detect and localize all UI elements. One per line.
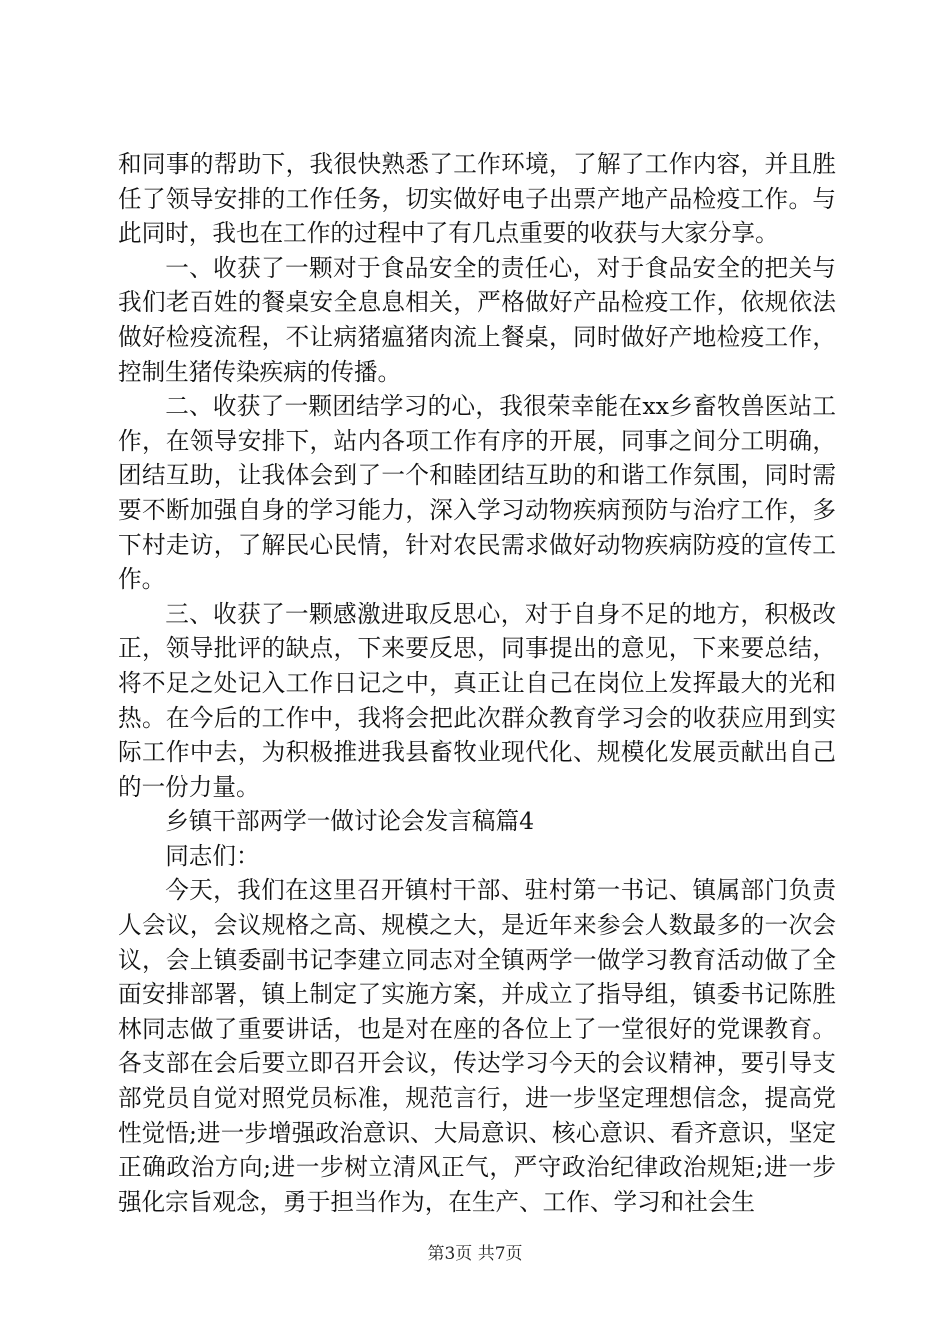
paragraph-continuation: 和同事的帮助下，我很快熟悉了工作环境，了解了工作内容，并且胜任了领导安排的工作任务，切实做好电子出票产地产品检疫工作。与此同时，我也在工作的过程中了有几点重要的收获与大家分享。 [118,150,836,248]
paragraph-point-two: 二、收获了一颗团结学习的心，我很荣幸能在xx乡畜牧兽医站工作，在领导安排下，站内各项工作有序的开展，同事之间分工明确，团结互助，让我体会到了一个和睦团结互助的和谐工作氛围，同时需要不断加强自身的学习能力，深入学习动物疾病预防与治疗工作，多下村走访，了解民心民情，针对农民需求做好动物疾病防疫的宣传工作。 [118,392,836,594]
salutation: 同志们： [165,841,260,870]
paragraph-point-one: 一、收获了一颗对于食品安全的责任心，对于食品安全的把关与我们老百姓的餐桌安全息息相关，严格做好产品检疫工作，依规依法做好检疫流程，不让病猪瘟猪肉流上餐桌，同时做好产地检疫工作，控制生猪传染疾病的传播。 [118,253,836,386]
paragraph-speech-body: 今天，我们在这里召开镇村干部、驻村第一书记、镇属部门负责人会议，会议规格之高、规模之大，是近年来参会人数最多的一次会议，会上镇委副书记李建立同志对全镇两学一做学习教育活动做了全面安排部署，镇上制定了实施方案，并成立了指导组，镇委书记陈胜林同志做了重要讲话，也是对在座的各位上了一堂很好的党课教育。各支部在会后要立即召开会议，传达学习今天的会议精神，要引导支部党员自觉对照党员标准，规范言行，进一步坚定理想信念，提高党性觉悟;进一步增强政治意识、大局意识、核心意识、看齐意识，坚定正确政治方向;进一步树立清风正气，严守政治纪律政治规矩;进一步强化宗旨观念，勇于担当作为，在生产、工作、学习和社会生 [118,876,836,1216]
page-number-footer: 第3页 共7页 [427,1244,523,1264]
document-body [118,147,836,1219]
section-heading: 乡镇干部两学一做讨论会发言稿篇4 [165,807,535,836]
paragraph-point-three: 三、收获了一颗感激进取反思心，对于自身不足的地方，积极改正，领导批评的缺点，下来要反思，同事提出的意见，下来要总结，将不足之处记入工作日记之中，真正让自己在岗位上发挥最大的光和热。在今后的工作中，我将会把此次群众教育学习会的收获应用到实际工作中去，为积极推进我县畜牧业现代化、规模化发展贡献出自己的一份力量。 [118,599,836,801]
